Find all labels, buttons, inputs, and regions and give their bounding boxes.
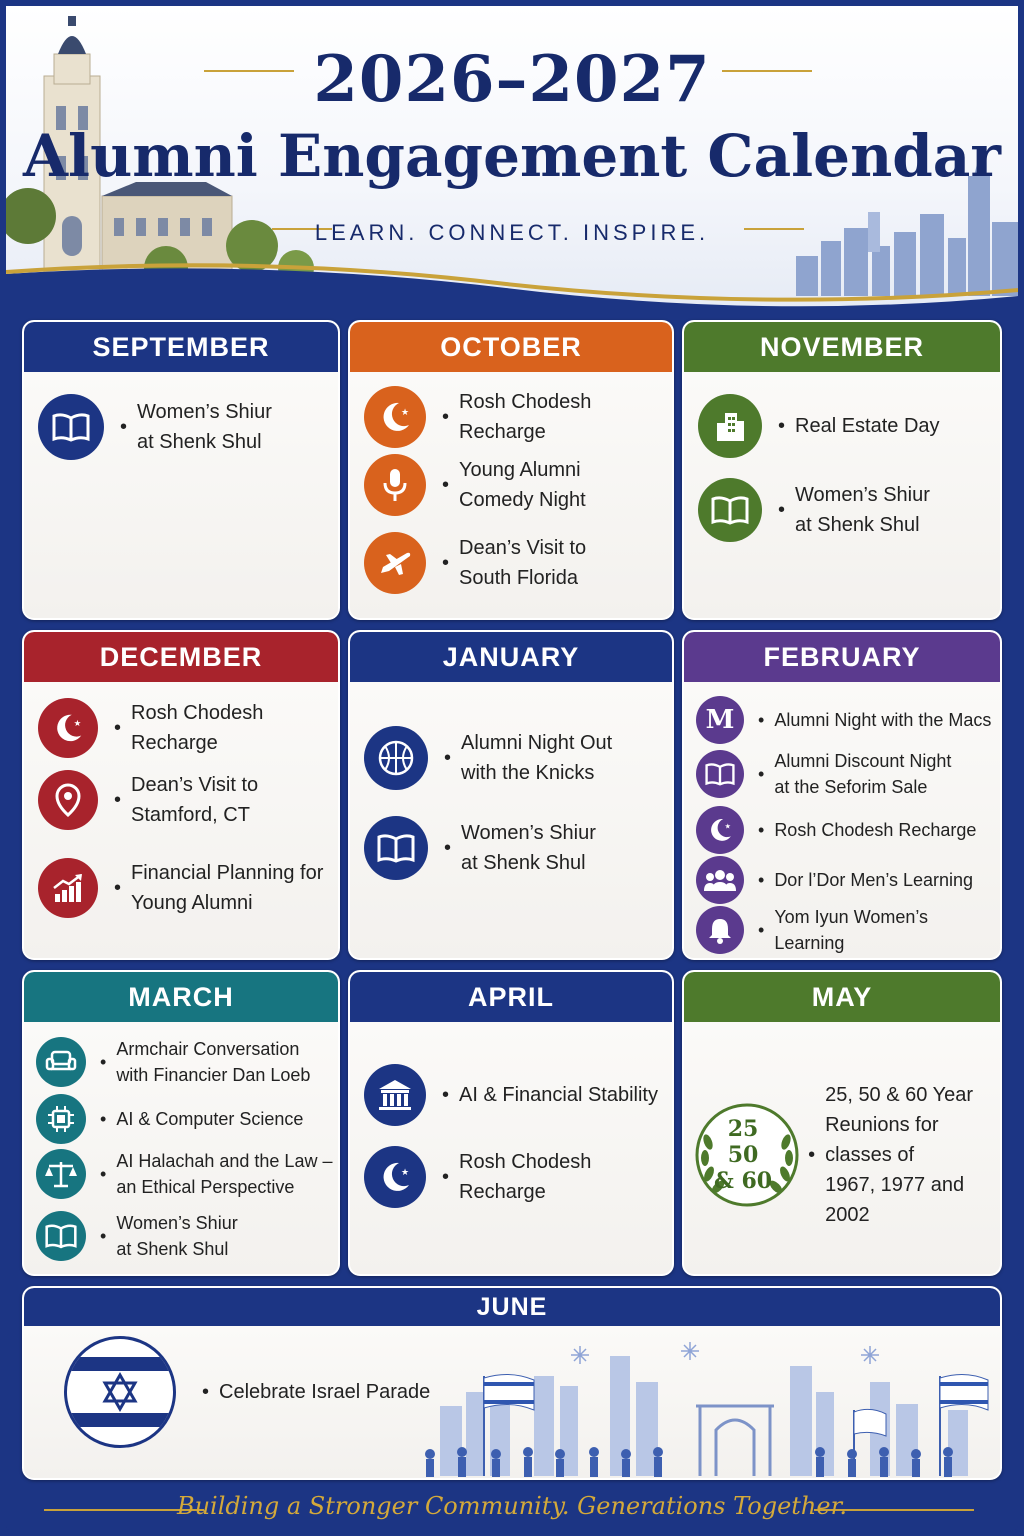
event-item: ★ • Rosh Chodesh Recharge [696,806,976,854]
event-text: Alumni Night with the Macs [774,710,992,730]
month-title: SEPTEMBER [24,322,338,372]
event-item: • Women’s Shiur at Shenk Shul [36,1210,238,1262]
event-text: Alumni Night Out with the Knicks [461,732,613,784]
crescent-moon-icon [364,386,426,448]
event-text: Women’s Shiur at Shenk Shul [461,822,596,874]
growth-chart-icon [38,858,98,918]
event-item: • Dean’s Visit to Stamford, CT [38,770,258,830]
event-text: Real Estate Day [795,415,940,437]
month-title: APRIL [350,972,672,1022]
svg-text:★: ★ [73,718,82,729]
book-icon [38,394,104,460]
crescent-moon-icon [364,1146,426,1208]
bank-icon [364,1064,426,1126]
event-text: Rosh Chodesh Recharge [459,1151,592,1203]
microphone-icon [364,454,426,516]
month-card-september [22,320,340,620]
event-item: • Young Alumni Comedy Night [364,454,586,516]
event-text: AI & Computer Science [116,1109,304,1129]
parade-illustration [400,1326,1000,1480]
map-pin-icon [38,770,98,830]
chip-icon [36,1094,86,1144]
event-text: AI & Financial Stability [459,1084,658,1106]
header-banner [6,6,1018,308]
event-text: AI Halachah and the Law – an Ethical Perspective [116,1151,333,1197]
event-text: Dor l’Dor Men’s Learning [774,870,974,890]
event-text: Celebrate Israel Parade [219,1381,431,1403]
month-title: FEBRUARY [684,632,1000,682]
month-title: OCTOBER [350,322,672,372]
month-title: MAY [684,972,1000,1022]
event-text: Rosh Chodesh Recharge [774,820,977,840]
event-item: • Alumni Discount Night at the Seforim Sale [696,748,951,800]
crescent-moon-icon [38,698,98,758]
event-item: • Women’s Shiur at Shenk Shul [364,816,596,880]
month-title: DECEMBER [24,632,338,682]
israel-flag-icon [64,1336,176,1448]
month-title: JANUARY [350,632,672,682]
month-card-april [348,970,674,1276]
month-card-january [348,630,674,960]
svg-text:★: ★ [724,823,731,831]
event-text: Women’s Shiur at Shenk Shul [137,401,272,453]
m-logo-icon: M [696,696,744,744]
event-text: Dean’s Visit to Stamford, CT [131,774,259,826]
event-text: Rosh Chodesh Recharge [459,391,592,443]
month-card-november [682,320,1002,620]
event-item: • Celebrate Israel Parade [64,1336,430,1448]
month-card-february [682,630,1002,960]
month-card-march [22,970,340,1276]
event-item: • Yom Iyun Women’s Learning [696,904,1000,956]
month-card-december [22,630,340,960]
title-years: 2026–2027 [313,42,711,117]
book-icon [698,478,762,542]
event-item: • Dean’s Visit to South Florida [364,532,586,594]
book-icon [36,1211,86,1261]
event-item: • Armchair Conversation with Financier Dan Loeb [36,1036,310,1088]
reunion-wreath-icon [694,1102,792,1208]
event-text: Women’s Shiur at Shenk Shul [795,484,930,536]
event-item: • AI & Computer Science [36,1094,303,1144]
event-text: Rosh Chodesh Recharge [131,702,264,754]
book-icon [364,816,428,880]
event-text: Yom Iyun Women’s Learning [774,907,929,953]
svg-text:★: ★ [401,407,410,417]
event-item: M • Alumni Night with the Macs [696,696,991,744]
basketball-icon [364,726,428,790]
armchair-icon [36,1037,86,1087]
bell-icon [696,906,744,954]
scales-icon [36,1149,86,1199]
month-title: MARCH [24,972,338,1022]
event-item: • AI & Financial Stability [364,1064,658,1126]
event-text: Armchair Conversation with Financier Dan Loeb [116,1039,311,1085]
tagline: LEARN. CONNECT. INSPIRE. [314,220,710,245]
month-title: NOVEMBER [684,322,1000,372]
wreath-number-60: & 60 [713,1168,773,1194]
event-item: 25 50 & 60 • 25, 50 & 60 Year Reunions for classes of 1967, 1977 and 2002 [694,1080,1000,1230]
event-item: • Dor l’Dor Men’s Learning [696,856,973,904]
event-text: Alumni Discount Night at the Seforim Sale [774,751,952,797]
event-item: ★ • Rosh Chodesh Recharge [364,1146,672,1208]
people-icon [696,856,744,904]
crescent-moon-icon [696,806,744,854]
month-title: JUNE [24,1288,1000,1326]
event-text: Financial Planning for Young Alumni [131,862,324,914]
event-item: ★ • Rosh Chodesh Recharge [38,698,338,758]
event-item: • Real Estate Day [698,394,940,458]
month-card-may [682,970,1002,1276]
event-text: Women’s Shiur at Shenk Shul [116,1213,238,1259]
event-item: • Financial Planning for Young Alumni [38,858,323,918]
title-main: Alumni Engagement Calendar [23,122,1001,190]
event-text: Dean’s Visit to South Florida [459,537,587,589]
book-icon [696,750,744,798]
event-text: Young Alumni Comedy Night [459,459,586,511]
event-item: • Women’s Shiur at Shenk Shul [698,478,930,542]
svg-text:★: ★ [401,1167,410,1177]
footer-motto: Building a Stronger Community. Generations Together. [176,1492,848,1520]
month-card-october [348,320,674,620]
event-item: ★ • Rosh Chodesh Recharge [364,386,672,448]
airplane-icon [364,532,426,594]
event-item: • AI Halachah and the Law – an Ethical Perspective [36,1148,332,1200]
month-card-june [22,1286,1002,1480]
event-text: 25, 50 & 60 Year Reunions for classes of 1967, 1977 and 2002 [825,1084,973,1226]
wreath-number-25: 25 [727,1116,759,1142]
event-item: • Women’s Shiur at Shenk Shul [38,394,272,460]
wreath-number-50: 50 [727,1142,759,1168]
building-icon [698,394,762,458]
event-item: • Alumni Night Out with the Knicks [364,726,612,790]
